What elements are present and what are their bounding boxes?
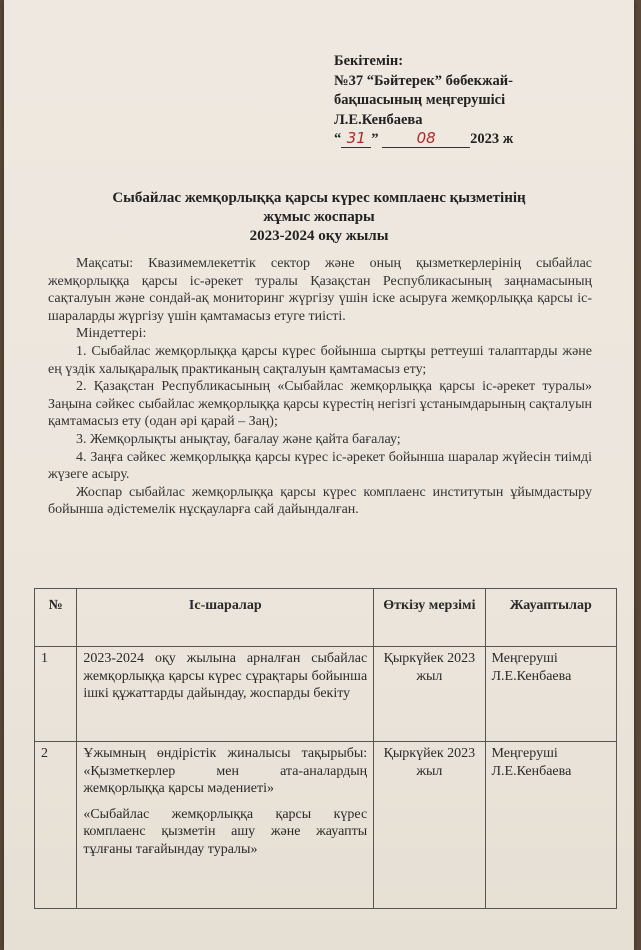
document-title: Сыбайлас жемқорлыққа қарсы күрес комплаенс қызметінің жұмыс жоспары 2023-2024 оқу жылы: [112, 190, 526, 244]
document-page: [4, 0, 634, 950]
row-activity: 2023-2024 оқу жылына арналған сыбайлас жемқорлыққа қарсы күрес сұрақтары бойынша ішкі құжаттарды дайындау, жоспарды бекіту: [77, 647, 374, 742]
header-deadline: Өткізу мерзімі: [374, 589, 485, 647]
row-responsible: Меңгеруші Л.Е.Кенбаева: [485, 647, 616, 742]
task-item: 2. Қазақстан Республикасының «Сыбайлас жемқорлыққа қарсы іс-әрекет туралы» Заңына сәйкес сыбайлас жемқорлыққа қарсы күрестің негізгі ұстанымдарының сақталуын қамтамасыз ету (одан әрі қарай – Заң);: [48, 379, 592, 430]
header-number: №: [35, 589, 77, 647]
row-deadline: Қыркүйек 2023 жыл: [374, 742, 485, 909]
task-item: 4. Заңға сәйкес жемқорлыққа қарсы күрес іс-әрекет бойынша шаралар жүйесін тиімді жүзеге асыру.: [48, 449, 592, 483]
approval-signatory: Л.Е.Кенбаева: [334, 111, 423, 128]
row-responsible: Меңгеруші Л.Е.Кенбаева: [485, 742, 616, 909]
row-number: 1: [35, 647, 77, 742]
row-activity: Ұжымның өндірістік жиналысы тақырыбы: «Қызметкерлер мен ата-аналардың жемқорлыққа қарсы мәдениеті» «Сыбайлас жемқорлыққа қарсы күрес комплаенс қызметін ашу және жауапты тұлғаны тағайындау туралы»: [77, 742, 374, 909]
approval-date: “ 31 ” 08 2023 ж: [334, 129, 514, 147]
purpose-paragraph: Мақсаты: Квазимемлекеттік сектор және оның қызметкерлерінің сыбайлас жемқорлыққа қарсы іс-әрекет туралы Қазақстан Республикасының заңнамасының сақталуын және сондай-ақ мониторинг жүргізу үшін іске асыруға жемқорлыққа қарсы іс-шараларды жүргізу үшін қамтамасыз етуге тиісті.: [48, 256, 592, 324]
approval-block: [334, 52, 594, 150]
handwritten-day: 31: [346, 129, 366, 147]
row-deadline: Қыркүйек 2023 жыл: [374, 647, 485, 742]
header-activities: Іс-шаралар: [77, 589, 374, 647]
document-body: [48, 255, 592, 519]
approval-institution-cont: бақшасының меңгерушісі: [334, 92, 506, 108]
task-item: 1. Сыбайлас жемқорлыққа қарсы күрес бойынша сыртқы реттеуші талаптарды және ең үздік халықаралық практиканың сақталуын қамтамасыз ету;: [48, 343, 592, 377]
approval-institution: №37 “Бәйтерек” бөбекжай-: [334, 72, 513, 89]
tasks-heading: Міндеттері:: [76, 326, 147, 342]
approval-heading: Бекітемін:: [334, 53, 404, 69]
approval-year: 2023 ж: [470, 131, 514, 147]
table-row: [35, 742, 617, 909]
table-row: [35, 647, 617, 742]
handwritten-month: 08: [416, 129, 436, 147]
task-item: 3. Жемқорлықты анықтау, бағалау және қайта бағалау;: [76, 431, 401, 447]
row-number: 2: [35, 742, 77, 909]
table-header-row: [35, 589, 617, 647]
closing-paragraph: Жоспар сыбайлас жемқорлыққа қарсы күрес комплаенс институтын ұйымдастыру бойынша әдістемелік нұсқауларға сай дайындалған.: [48, 484, 592, 518]
header-responsible: Жауаптылар: [485, 589, 616, 647]
plan-table: [34, 588, 617, 909]
